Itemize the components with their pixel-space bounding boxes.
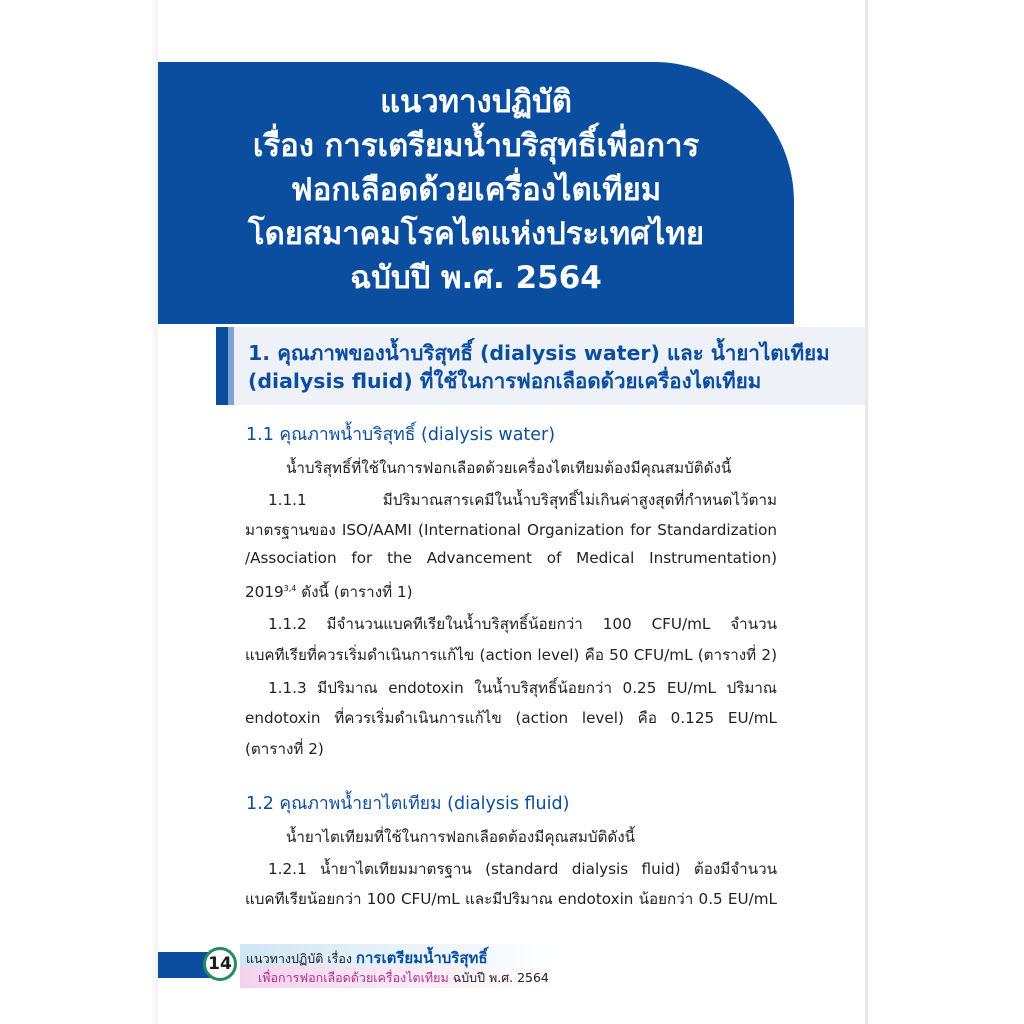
section-heading-line-1: 1. คุณภาพของน้ำบริสุทธิ์ (dialysis water) และ น้ำยาไตเทียม [248, 341, 830, 365]
item-1-1-1-line-1: 1.1.1 มีปริมาณสารเคมีในน้ำบริสุทธิ์ไม่เกินค่าสูงสุดที่กำหนดไว้ตาม [268, 491, 777, 509]
section-heading-box [216, 327, 866, 405]
title-line-3: ฟอกเลือดด้วยเครื่องไตเทียม [290, 172, 662, 208]
footer-line-2-edition: ฉบับปี พ.ศ. 2564 [448, 970, 549, 985]
item-1-2-1-line-2: แบคทีเรียน้อยกว่า 100 CFU/mL และมีปริมาณ endotoxin น้อยกว่า 0.5 EU/mL [245, 890, 777, 908]
item-1-1-2-line-2: แบคทีเรียที่ควรเริ่มดำเนินการแก้ไข (action level) คือ 50 CFU/mL (ตารางที่ 2) [245, 646, 777, 664]
section-accent-bar-light [228, 327, 234, 405]
page-shadow [150, 0, 158, 1024]
item-1-1-1-line-3: /Association for the Advancement of Medical Instrumentation) [245, 549, 777, 567]
section-heading-line-2: (dialysis fluid) ที่ใช้ในการฟอกเลือดด้วยเครื่องไตเทียม [248, 369, 762, 393]
footer-line-1 [246, 946, 488, 970]
item-1-1-2-line-1: 1.1.2 มีจำนวนแบคทีเรียในน้ำบริสุทธิ์น้อยกว่า 100 CFU/mL จำนวน [268, 615, 777, 633]
year-text: 2019 [245, 583, 284, 601]
page-number: 14 [203, 947, 237, 981]
item-1-1-1-line-2: มาตรฐานของ ISO/AAMI (International Organization for Standardization [245, 521, 777, 539]
footer-line-2 [258, 968, 549, 988]
subsection-1-1-heading: 1.1 คุณภาพน้ำบริสุทธิ์ (dialysis water) [246, 425, 556, 445]
item-1-1-3-line-2: endotoxin ที่ควรเริ่มดำเนินการแก้ไข (action level) คือ 0.125 EU/mL [245, 709, 777, 727]
title-line-2: เรื่อง การเตรียมน้ำบริสุทธิ์เพื่อการ [252, 128, 700, 164]
document-page [158, 0, 866, 1024]
title-banner [158, 62, 794, 324]
subsection-1-2-heading: 1.2 คุณภาพน้ำยาไตเทียม (dialysis fluid) [246, 794, 570, 814]
item-1-1-3-line-3: (ตารางที่ 2) [245, 740, 324, 758]
reference-superscript: 3,4 [283, 583, 297, 593]
item-1-2-1-line-1: 1.2.1 น้ำยาไตเทียมมาตรฐาน (standard dialysis fluid) ต้องมีจำนวน [268, 860, 777, 878]
title-line-1: แนวทางปฏิบัติ [380, 84, 572, 120]
item-1-1-1-line-4 [245, 580, 413, 604]
item-1-1-3-line-1: 1.1.3 มีปริมาณ endotoxin ในน้ำบริสุทธิ์น้อยกว่า 0.25 EU/mL ปริมาณ [268, 679, 777, 697]
subsection-1-2-intro: น้ำยาไตเทียมที่ใช้ในการฟอกเลือดต้องมีคุณสมบัติดังนี้ [286, 828, 636, 846]
table-reference-text: ดังนี้ (ตารางที่ 1) [296, 583, 413, 601]
subsection-1-1-intro: น้ำบริสุทธิ์ที่ใช้ในการฟอกเลือดด้วยเครื่องไตเทียมต้องมีคุณสมบัติดังนี้ [286, 459, 732, 477]
title-line-4: โดยสมาคมโรคไตแห่งประเทศไทย [247, 216, 705, 252]
section-accent-bar [216, 327, 228, 405]
title-line-5: ฉบับปี พ.ศ. 2564 [350, 260, 602, 296]
footer-line-2-title: เพื่อการฟอกเลือดด้วยเครื่องไตเทียม [258, 970, 449, 985]
footer-line-1-prefix: แนวทางปฏิบัติ เรื่อง [246, 951, 356, 966]
page-edge [865, 0, 868, 1024]
footer-line-1-title: การเตรียมน้ำบริสุทธิ์ [355, 949, 488, 967]
